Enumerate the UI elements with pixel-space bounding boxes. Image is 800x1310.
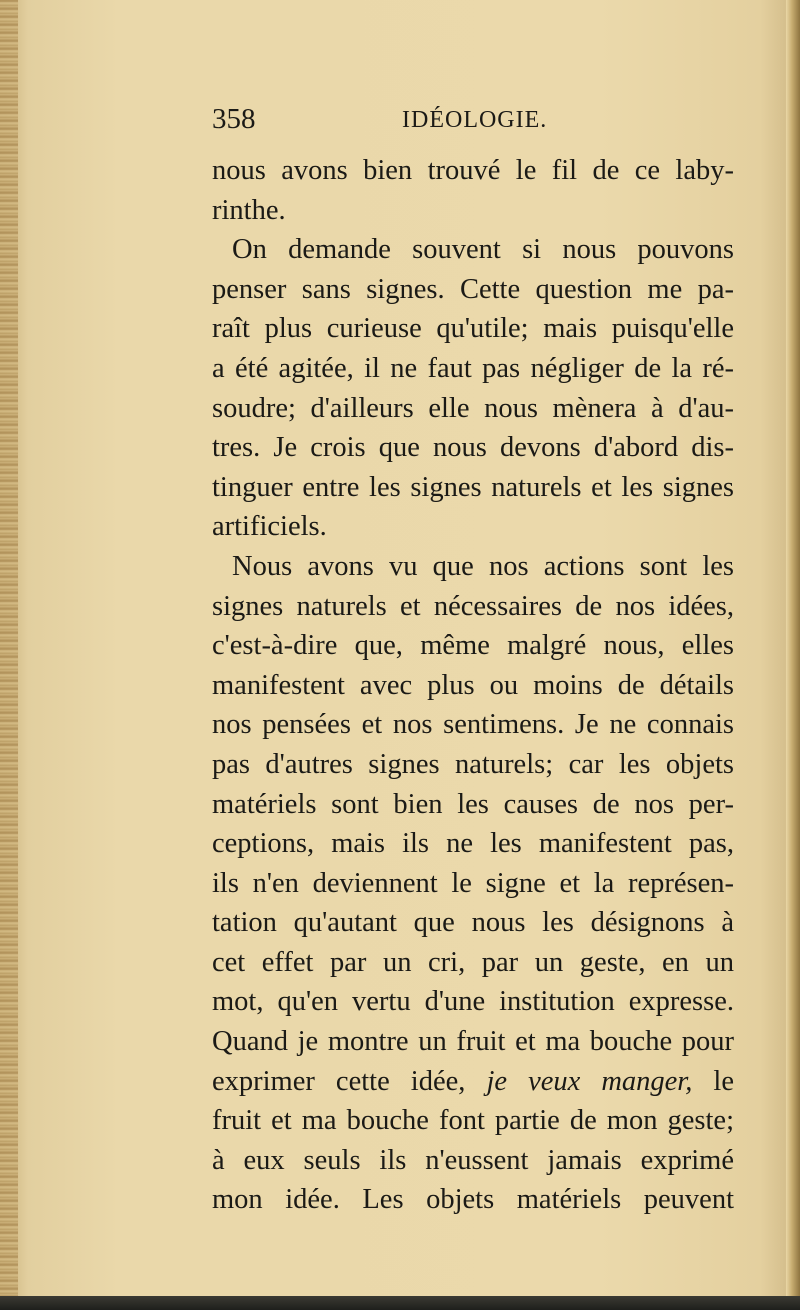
- text-line-content: nous avons bien trouvé le fil de ce laby-: [212, 155, 734, 186]
- text-line-content: On demande souvent si nous pouvons: [232, 234, 734, 266]
- text-line-content: c'est-à-dire que, même malgré nous, elles: [212, 630, 734, 662]
- text-line: [212, 1180, 734, 1220]
- text-line-content: pas d'autres signes naturels; car les objets: [212, 748, 734, 780]
- text-line-content: soudre; d'ailleurs elle nous mènera à d'au-: [212, 392, 734, 424]
- text-line: [212, 982, 734, 1022]
- text-line: [212, 547, 734, 587]
- text-line-content: raît plus curieuse qu'utile; mais puisqu'elle: [212, 313, 734, 345]
- text-line-content: signes naturels et nécessaires de nos idées,: [212, 590, 734, 622]
- text-line: [212, 1101, 734, 1141]
- text-line-content: exprimer cette idée,: [212, 1065, 487, 1097]
- text-line: [212, 349, 734, 389]
- text-line-content: a été agitée, il ne faut pas négliger de la ré-: [212, 352, 734, 384]
- text-line: [212, 745, 734, 785]
- text-line-content: tres. Je crois que nous devons d'abord dis-: [212, 432, 734, 464]
- text-line: [212, 389, 734, 429]
- text-line: [212, 587, 734, 627]
- text-line-content: tation qu'autant que nous les désignons à: [212, 907, 734, 939]
- text-line: [212, 943, 734, 983]
- text-line-content: tinguer entre les signes naturels et les signes: [212, 471, 734, 503]
- text-line: [212, 507, 734, 547]
- page-number: 358: [212, 103, 256, 135]
- page-right-edge: [786, 0, 800, 1310]
- text-line: [212, 468, 734, 508]
- text-line-content: à eux seuls ils n'eussent jamais exprimé: [212, 1144, 734, 1176]
- page-bottom-edge: [0, 1296, 800, 1310]
- text-line: [212, 626, 734, 666]
- text-line-content: cet effet par un cri, par un geste, en un: [212, 946, 734, 978]
- text-line: [212, 428, 734, 468]
- page-binding-edge: [0, 0, 18, 1310]
- text-line-content: mon idée. Les objets matériels peuvent: [212, 1184, 734, 1216]
- italic-phrase: je veux manger,: [486, 1065, 693, 1097]
- text-line: [212, 903, 734, 943]
- text-line-content: artificiels.: [212, 511, 327, 543]
- text-line-tail: le: [692, 1065, 735, 1097]
- text-line: [212, 864, 734, 904]
- body-text: [212, 151, 734, 1220]
- text-line-content: Nous avons vu que nos actions sont les: [232, 550, 734, 582]
- text-line-content: ils n'en deviennent le signe et la représen-: [212, 867, 734, 899]
- text-line-content: matériels sont bien les causes de nos per-: [212, 788, 734, 820]
- text-line-content: manifestent avec plus ou moins de détails: [212, 669, 734, 701]
- text-line: [212, 1062, 734, 1102]
- text-line-content: penser sans signes. Cette question me pa-: [212, 273, 734, 305]
- text-line-content: nos pensées et nos sentimens. Je ne connais: [212, 709, 734, 741]
- text-line-content: Quand je montre un fruit et ma bouche pour: [212, 1026, 734, 1058]
- text-line: [212, 666, 734, 706]
- text-line: [212, 151, 734, 191]
- running-head: IDÉOLOGIE.: [402, 107, 548, 133]
- text-line: [212, 1022, 734, 1062]
- text-line: [212, 230, 734, 270]
- page-header: [212, 103, 732, 143]
- text-line: [212, 191, 734, 231]
- text-line: [212, 785, 734, 825]
- text-line: [212, 1141, 734, 1181]
- text-line-content: rinthe.: [212, 194, 286, 226]
- text-line: [212, 309, 734, 349]
- text-line-content: fruit et ma bouche font partie de mon geste;: [212, 1105, 734, 1137]
- text-line-content: mot, qu'en vertu d'une institution expresse.: [212, 986, 734, 1018]
- text-line-content: ceptions, mais ils ne les manifestent pas,: [212, 828, 734, 860]
- text-line: [212, 270, 734, 310]
- text-line: [212, 824, 734, 864]
- text-line: [212, 705, 734, 745]
